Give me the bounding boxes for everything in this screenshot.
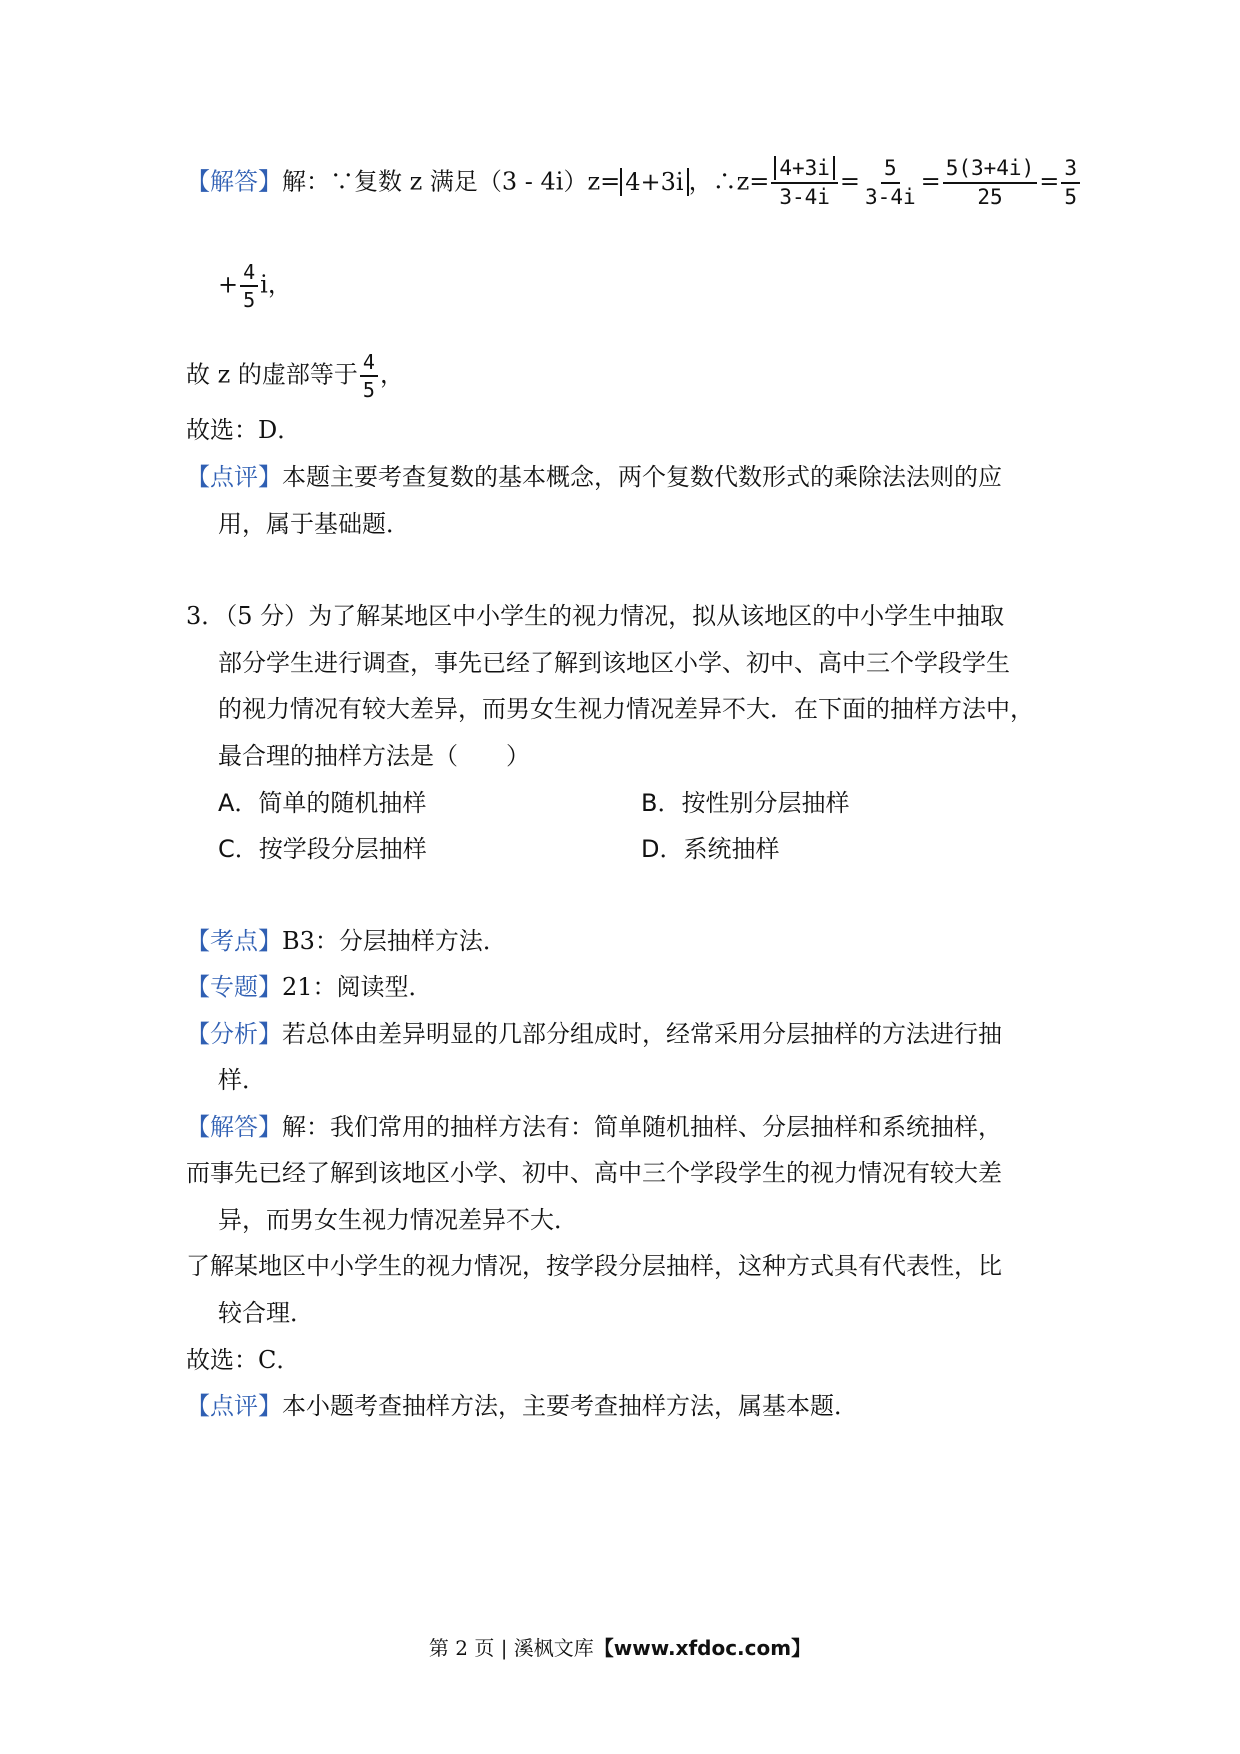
tag-topic: 【专题】 bbox=[186, 973, 282, 1001]
q3-answer-line-3: 异，而男女生视力情况差异不大． bbox=[218, 1206, 578, 1234]
imag-part-line: 故 z 的虚部等于 $\frac{4}{5}$ ， bbox=[186, 350, 404, 402]
fraction: $\frac{4}{5}$ bbox=[240, 262, 258, 310]
q3-comment-line: 【点评】本小题考查抽样方法，主要考查抽样方法，属基本题． bbox=[186, 1392, 858, 1420]
q3-choice-line: 故选：C． bbox=[186, 1346, 301, 1374]
fraction: $\frac{4}{5}$ bbox=[360, 352, 378, 400]
q3-stem-line-3: 的视力情况有较大差异，而男女生视力情况差异不大．在下面的抽样方法中， bbox=[218, 695, 1034, 723]
tag-answer: 【解答】 bbox=[186, 167, 282, 196]
fraction: $\frac{5(3+4i)}{25}$ bbox=[943, 158, 1038, 208]
option-b: B．按性别分层抽样 bbox=[641, 789, 850, 817]
fraction: $\frac{5}{3-4i}$ bbox=[865, 156, 916, 209]
site-link[interactable]: 【www.xfdoc.com】 bbox=[593, 1636, 812, 1660]
q3-answer-line-4: 了解某地区中小学生的视力情况，按学段分层抽样，这种方式具有代表性，比 bbox=[186, 1252, 1002, 1280]
option-d: D．系统抽样 bbox=[641, 835, 780, 863]
answer-line-1: 【解答】解：∵复数 z 满足（3 - 4i）z= 4+3i ，∴z= $\frac{4+3i}{3-4i}$ = $\frac{5}{3-4i}$ = $\frac{5(3+4i)}{25}$ = $\frac{3}{5}$ bbox=[186, 158, 1082, 208]
point-line: 【考点】B3：分层抽样方法． bbox=[186, 927, 507, 955]
tag-comment: 【点评】 bbox=[186, 463, 282, 491]
tag-answer: 【解答】 bbox=[186, 1113, 282, 1141]
answer-prefix: 解：∵复数 z 满足（3 - 4i）z= bbox=[282, 167, 621, 196]
q3-stem-line-1: 3．（5 分）为了解某地区中小学生的视力情况，拟从该地区的中小学生中抽取 bbox=[186, 602, 1005, 630]
q3-answer-line-5: 较合理． bbox=[218, 1299, 314, 1327]
topic-line: 【专题】21：阅读型． bbox=[186, 973, 433, 1001]
answer-line-2: + $\frac{4}{5}$ i， bbox=[218, 260, 292, 312]
library-name: 溪枫文库 bbox=[513, 1636, 594, 1660]
abs-value: 4+3i bbox=[620, 168, 688, 196]
question-score: （5 分） bbox=[225, 602, 309, 630]
q3-stem-line-2: 部分学生进行调查，事先已经了解到该地区小学、初中、高中三个学段学生 bbox=[218, 649, 1010, 677]
q3-answer-line-2: 而事先已经了解到该地区小学、初中、高中三个学段学生的视力情况有较大差 bbox=[186, 1159, 1002, 1187]
tag-point: 【考点】 bbox=[186, 927, 282, 955]
page-footer: 第 2 页 | 溪枫文库【www.xfdoc.com】 bbox=[428, 1636, 812, 1660]
q3-answer-line-1: 【解答】解：我们常用的抽样方法有：简单随机抽样、分层抽样和系统抽样， bbox=[186, 1113, 1002, 1141]
analysis-line-2: 样． bbox=[218, 1066, 266, 1094]
option-a: A．简单的随机抽样 bbox=[218, 789, 427, 817]
comment-line-1: 【点评】本题主要考查复数的基本概念，两个复数代数形式的乘除法法则的应 bbox=[186, 463, 1002, 491]
answer-mid: ，∴z= bbox=[688, 167, 770, 196]
analysis-line-1: 【分析】若总体由差异明显的几部分组成时，经常采用分层抽样的方法进行抽 bbox=[186, 1020, 1002, 1048]
q3-stem-line-4: 最合理的抽样方法是（ ） bbox=[218, 742, 530, 770]
choice-line: 故选：D． bbox=[186, 416, 302, 444]
tag-analysis: 【分析】 bbox=[186, 1020, 282, 1048]
question-number: 3． bbox=[186, 602, 226, 630]
fraction: $\frac{3}{5}$ bbox=[1061, 158, 1080, 208]
option-c: C．按学段分层抽样 bbox=[218, 835, 427, 863]
page-number: 第 2 页 bbox=[428, 1636, 495, 1660]
comment-line-2: 用，属于基础题． bbox=[218, 510, 410, 538]
fraction: $\frac{4+3i}{3-4i}$ bbox=[771, 158, 838, 208]
tag-comment: 【点评】 bbox=[186, 1392, 282, 1420]
